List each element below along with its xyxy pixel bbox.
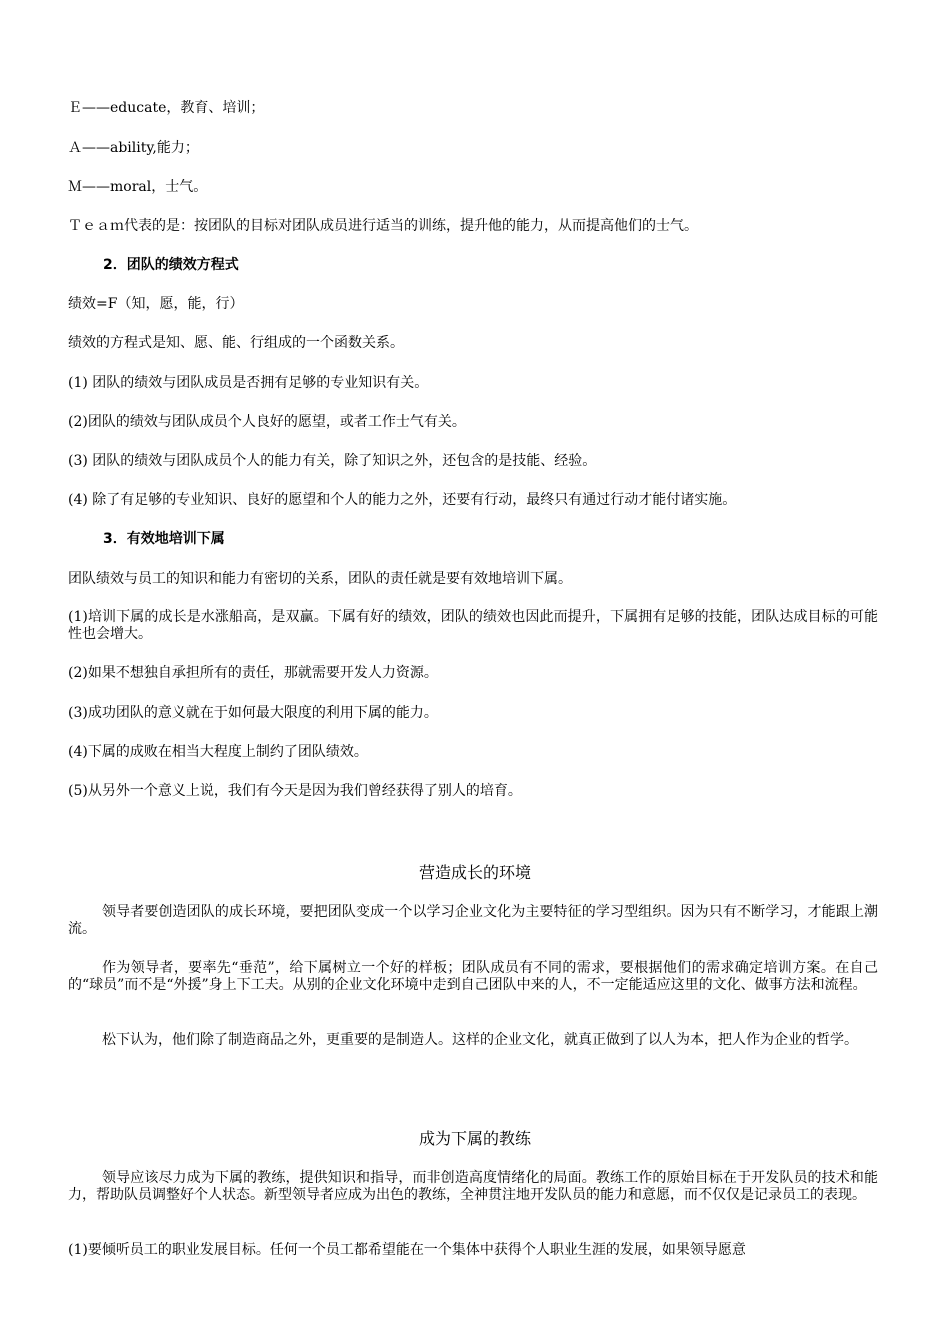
training-item: (5)从另外一个意义上说，我们有今天是因为我们曾经获得了别人的培育。: [68, 783, 522, 799]
performance-item: (2)团队的绩效与团队成员个人良好的愿望，或者工作士气有关。: [68, 414, 466, 430]
coach-item: (1)要倾听员工的职业发展目标。任何一个员工都希望能在一个集体中获得个人职业生涯的发展，如果领导愿意: [68, 1242, 746, 1258]
environment-paragraph: 作为领导者，要率先“垂范”，给下属树立一个好的样板；团队成员有不同的需求，要根据他们的需求确定培训方案。在自己的“球员”而不是“外援”身上下工夫。从别的企业文化环境中走到自己团队中来的人，不一定能适应这里的文化、做事方法和流程。: [68, 960, 878, 993]
performance-formula: 绩效=F（知，愿，能，行）: [68, 296, 244, 312]
performance-intro: 绩效的方程式是知、愿、能、行组成的一个函数关系。: [68, 335, 404, 351]
training-item: (4)下属的成败在相当大程度上制约了团队绩效。: [68, 744, 368, 760]
environment-paragraph: 领导者要创造团队的成长环境，要把团队变成一个以学习企业文化为主要特征的学习型组织。因为只有不断学习，才能跟上潮流。: [68, 904, 878, 937]
training-item: (1)培训下属的成长是水涨船高，是双赢。下属有好的绩效，团队的绩效也因此而提升，下属拥有足够的技能，团队达成目标的可能性也会增大。: [68, 609, 878, 642]
definition-a: Ａ——ability,能力；: [68, 140, 199, 156]
performance-item: (4) 除了有足够的专业知识、良好的愿望和个人的能力之外，还要有行动，最终只有通过行动才能付诸实施。: [68, 492, 737, 508]
section-heading-performance-equation: 2．团队的绩效方程式: [103, 257, 239, 273]
definition-m: Ｍ——moral，士气。: [68, 179, 208, 195]
training-item: (3)成功团队的意义就在于如何最大限度的利用下属的能力。: [68, 705, 438, 721]
coach-paragraph: 领导应该尽力成为下属的教练，提供知识和指导，而非创造高度情绪化的局面。教练工作的原始目标在于开发队员的技术和能力，帮助队员调整好个人状态。新型领导者应成为出色的教练，全神贯注地开发队员的能力和意愿，而不仅仅是记录员工的表现。: [68, 1170, 878, 1203]
section-title-coach: 成为下属的教练: [418, 1129, 531, 1148]
training-intro: 团队绩效与员工的知识和能力有密切的关系，团队的责任就是要有效地培训下属。: [68, 571, 572, 587]
performance-item: (3) 团队的绩效与团队成员个人的能力有关，除了知识之外，还包含的是技能、经验。: [68, 453, 597, 469]
training-item: (2)如果不想独自承担所有的责任，那就需要开发人力资源。: [68, 665, 438, 681]
environment-paragraph: 松下认为，他们除了制造商品之外，更重要的是制造人。这样的企业文化，就真正做到了以人为本，把人作为企业的哲学。: [102, 1032, 858, 1048]
team-summary: Ｔｅａｍ代表的是：按团队的目标对团队成员进行适当的训练，提升他的能力，从而提高他们的士气。: [68, 218, 698, 234]
definition-e: Ｅ——educate，教育、培训；: [68, 100, 265, 116]
section-title-environment: 营造成长的环境: [418, 863, 531, 882]
section-heading-training: 3．有效地培训下属: [103, 531, 225, 547]
performance-item: (1) 团队的绩效与团队成员是否拥有足够的专业知识有关。: [68, 375, 429, 391]
